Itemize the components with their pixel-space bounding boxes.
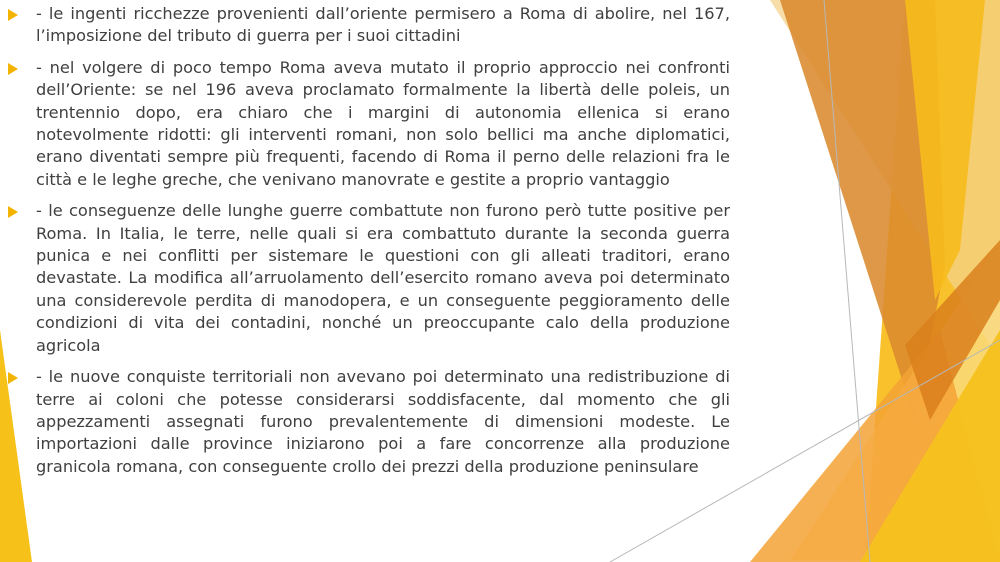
bullet-text: - le nuove conquiste territoriali non avevano poi determinato una redistribuzione di terre ai coloni che potesse considerarsi soddisfacente, dal momento che gli appezzamenti assegnati furono prevalentemente di dimensioni modeste. Le importazioni dalle province iniziarono poi a fare concorrenze alla produzione granicola romana, con conseguente crollo dei prezzi della produzione peninsulare	[36, 367, 730, 476]
bullet-text: - le conseguenze delle lunghe guerre combattute non furono però tutte positive per Roma. In Italia, le terre, nelle quali si era combattuto durante la seconda guerra punica e nei conflitti per sistemare le questioni con gli alleati traditori, erano devastate. La modifica all’arruolamento dell’esercito romano aveva poi determinato una considerevole perdita di manodopera, e un conseguente peggioramento delle condizioni di vita dei contadini, nonché un preoccupante calo della produzione agricola	[36, 201, 730, 355]
bullet-item-1	[0, 3, 730, 48]
bullet-arrow-icon	[8, 63, 18, 75]
bullet-text: - le ingenti ricchezze provenienti dall’oriente permisero a Roma di abolire, nel 167, l’imposizione del tributo di guerra per i suoi cittadini	[36, 4, 730, 46]
bullet-item-2	[0, 57, 730, 191]
bullet-arrow-icon	[8, 372, 18, 384]
bullet-text: - nel volgere di poco tempo Roma aveva mutato il proprio approccio nei confronti dell’Oriente: se nel 196 aveva proclamato formalmente la libertà delle poleis, un trentennio dopo, era chiaro che i margini di autonomia ellenica si erano notevolmente ridotti: gli interventi romani, non solo bellici ma anche diplomatici, erano diventati sempre più frequenti, facendo di Roma il perno delle relazioni fra le città e le leghe greche, che venivano manovrate e gestite a proprio vantaggio	[36, 57, 730, 189]
bullet-item-3	[0, 200, 730, 357]
bullet-arrow-icon	[8, 206, 18, 218]
bullet-item-4	[0, 366, 730, 478]
bullet-list	[0, 3, 730, 487]
bullet-arrow-icon	[8, 9, 18, 21]
